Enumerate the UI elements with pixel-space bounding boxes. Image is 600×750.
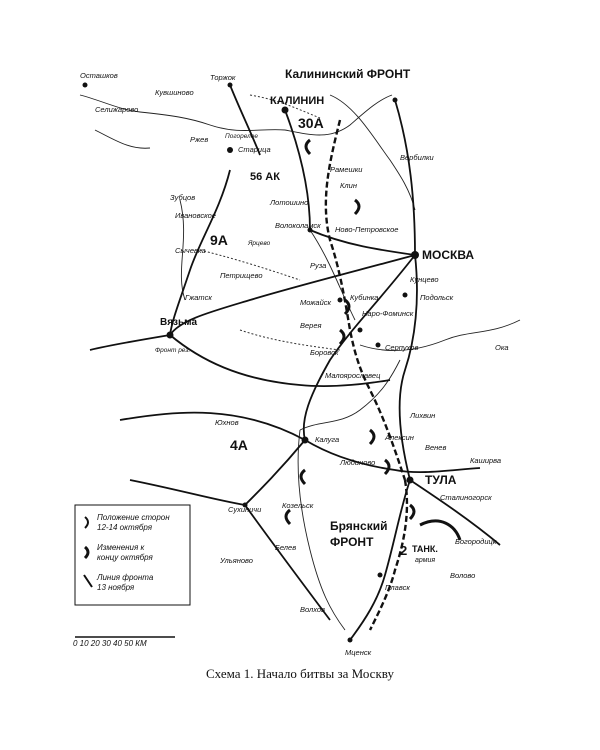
city-label-plavsk: Плавск [385, 583, 410, 592]
city-label-lotoshino: Лотошино [270, 198, 309, 207]
city-label-kashira: Каширва [470, 456, 502, 465]
city-label-stalinogorsk: Сталиногорск [440, 493, 492, 502]
army-9a-label: 9А [210, 232, 228, 248]
city-label-sukhinichi: Сухиничи [228, 505, 262, 514]
city-label-volovo: Волово [450, 571, 476, 580]
city-label-volokolamsk: Волоколамск [275, 221, 321, 230]
city-label-kuvshinovo: Кувшиново [155, 88, 194, 97]
city-marker-moscow [411, 251, 419, 259]
legend-item2-line1: Изменения к [97, 543, 145, 552]
city-label-serpukhov: Серпухов [385, 343, 419, 352]
city-label-ivanovskoe: Ивановское [175, 211, 216, 220]
city-label-vereya: Верея [300, 321, 322, 330]
city-label-podolsk: Подольск [420, 293, 454, 302]
bryansk-front-label-2: ФРОНТ [330, 535, 374, 549]
city-label-zubtsov: Зубцов [170, 193, 196, 202]
city-label-yartsevo: Ярцево [248, 240, 271, 247]
city-label-belev: Белев [275, 543, 297, 552]
city-marker-mtsensk [348, 638, 353, 643]
city-label-kalinin: КАЛИНИН [270, 95, 325, 107]
city-label-rameshki: Рамешки [330, 165, 363, 174]
city-label-mtsensk: Мценск [345, 648, 372, 657]
city-label-kaluga: Калуга [315, 435, 340, 444]
city-label-ruza: Руза [310, 261, 327, 270]
river-label-oka: Ока [495, 343, 509, 352]
corps-56ak-label: 56 АК [250, 171, 280, 183]
legend-item3-line2: 13 ноября [97, 583, 135, 592]
city-label-lihvin: Лихвин [410, 411, 436, 420]
city-label-klin: Клин [340, 181, 357, 190]
army-4a-label: 4А [230, 437, 248, 453]
city-label-moscow: МОСКВА [422, 248, 475, 262]
scale-label: 0 10 20 30 40 50 КМ [73, 639, 147, 648]
kalinin-front-label: Калининский ФРОНТ [285, 67, 411, 81]
city-label-venev: Венев [425, 443, 447, 452]
city-label-bogoroditsk: Богородицк [455, 537, 497, 546]
city-label-ostashkov: Осташков [80, 71, 118, 80]
city-marker-serpukhov [376, 343, 381, 348]
city-label-front-reserve: Фронт рез. [155, 347, 191, 354]
city-label-verbilki: Вербилки [400, 153, 434, 162]
bryansk-front-label-1: Брянский [330, 519, 388, 533]
city-marker-ostashkov [83, 83, 88, 88]
map-caption: Схема 1. Начало битвы за Москву [206, 666, 394, 681]
city-label-bolkhov: Волхов [300, 605, 325, 614]
city-label-kozelsk: Козельск [282, 501, 314, 510]
city-label-selizharovo: Селижарово [95, 105, 139, 114]
city-marker-naro-fominsk [358, 328, 363, 333]
city-label-petrishchevo: Петрищево [220, 271, 263, 280]
city-label-naro-fominsk: Наро-Фоминск [362, 309, 414, 318]
city-label-sychevka: Сычевка [175, 246, 206, 255]
city-marker-vyazma [167, 332, 174, 339]
city-label-kubinka: Кубинка [350, 293, 379, 302]
city-label-pogoreloe: Погорелое [225, 133, 258, 140]
city-marker-kaluga [302, 437, 309, 444]
city-label-rzhev: Ржев [190, 135, 209, 144]
city-label-vyazma: Вязьма [160, 317, 198, 328]
city-label-ulyanovo: Ульяново [220, 556, 253, 565]
city-label-lyudinovo: Людиново [340, 458, 376, 467]
city-marker-mozhaysk [338, 298, 343, 303]
army-30a-label: 30А [298, 115, 324, 131]
city-label-gzhatsk: Гжатск [185, 293, 212, 302]
city-label-yukhnov: Юхнов [215, 418, 239, 427]
city-label-torzhok: Торжок [210, 73, 236, 82]
city-marker-torzhok [228, 83, 233, 88]
legend-item1-line1: Положение сторон [97, 513, 170, 522]
city-marker-podolsk [403, 293, 408, 298]
city-label-novo-petrovskoe: Ново-Петровское [335, 225, 399, 234]
legend-item3-line1: Линия фронта [97, 573, 154, 582]
city-marker-rzhev [227, 147, 233, 153]
tank-army-number: 2 [400, 543, 408, 558]
city-label-kuntsevo: Кунцево [410, 275, 439, 284]
city-label-maloyaroslavets: Малоярославец [325, 371, 381, 380]
legend-item1-line2: 12-14 октября [97, 523, 152, 532]
city-label-staritsa: Старица [238, 145, 271, 154]
legend-item2-line2: концу октября [97, 553, 153, 562]
tank-army-label: ТАНК. [412, 544, 438, 554]
city-marker-tula [407, 477, 414, 484]
city-marker-kalinin [282, 107, 289, 114]
city-label-borovsk: Боровск [310, 348, 339, 357]
city-marker-plavsk [378, 573, 383, 578]
tank-army-sub: армия [415, 557, 436, 564]
city-label-aleksin: Алексин [385, 433, 414, 442]
city-marker-klin [393, 98, 398, 103]
city-label-mozhaysk: Можайск [300, 298, 332, 307]
legend [75, 505, 190, 605]
city-label-tula: ТУЛА [425, 473, 457, 487]
